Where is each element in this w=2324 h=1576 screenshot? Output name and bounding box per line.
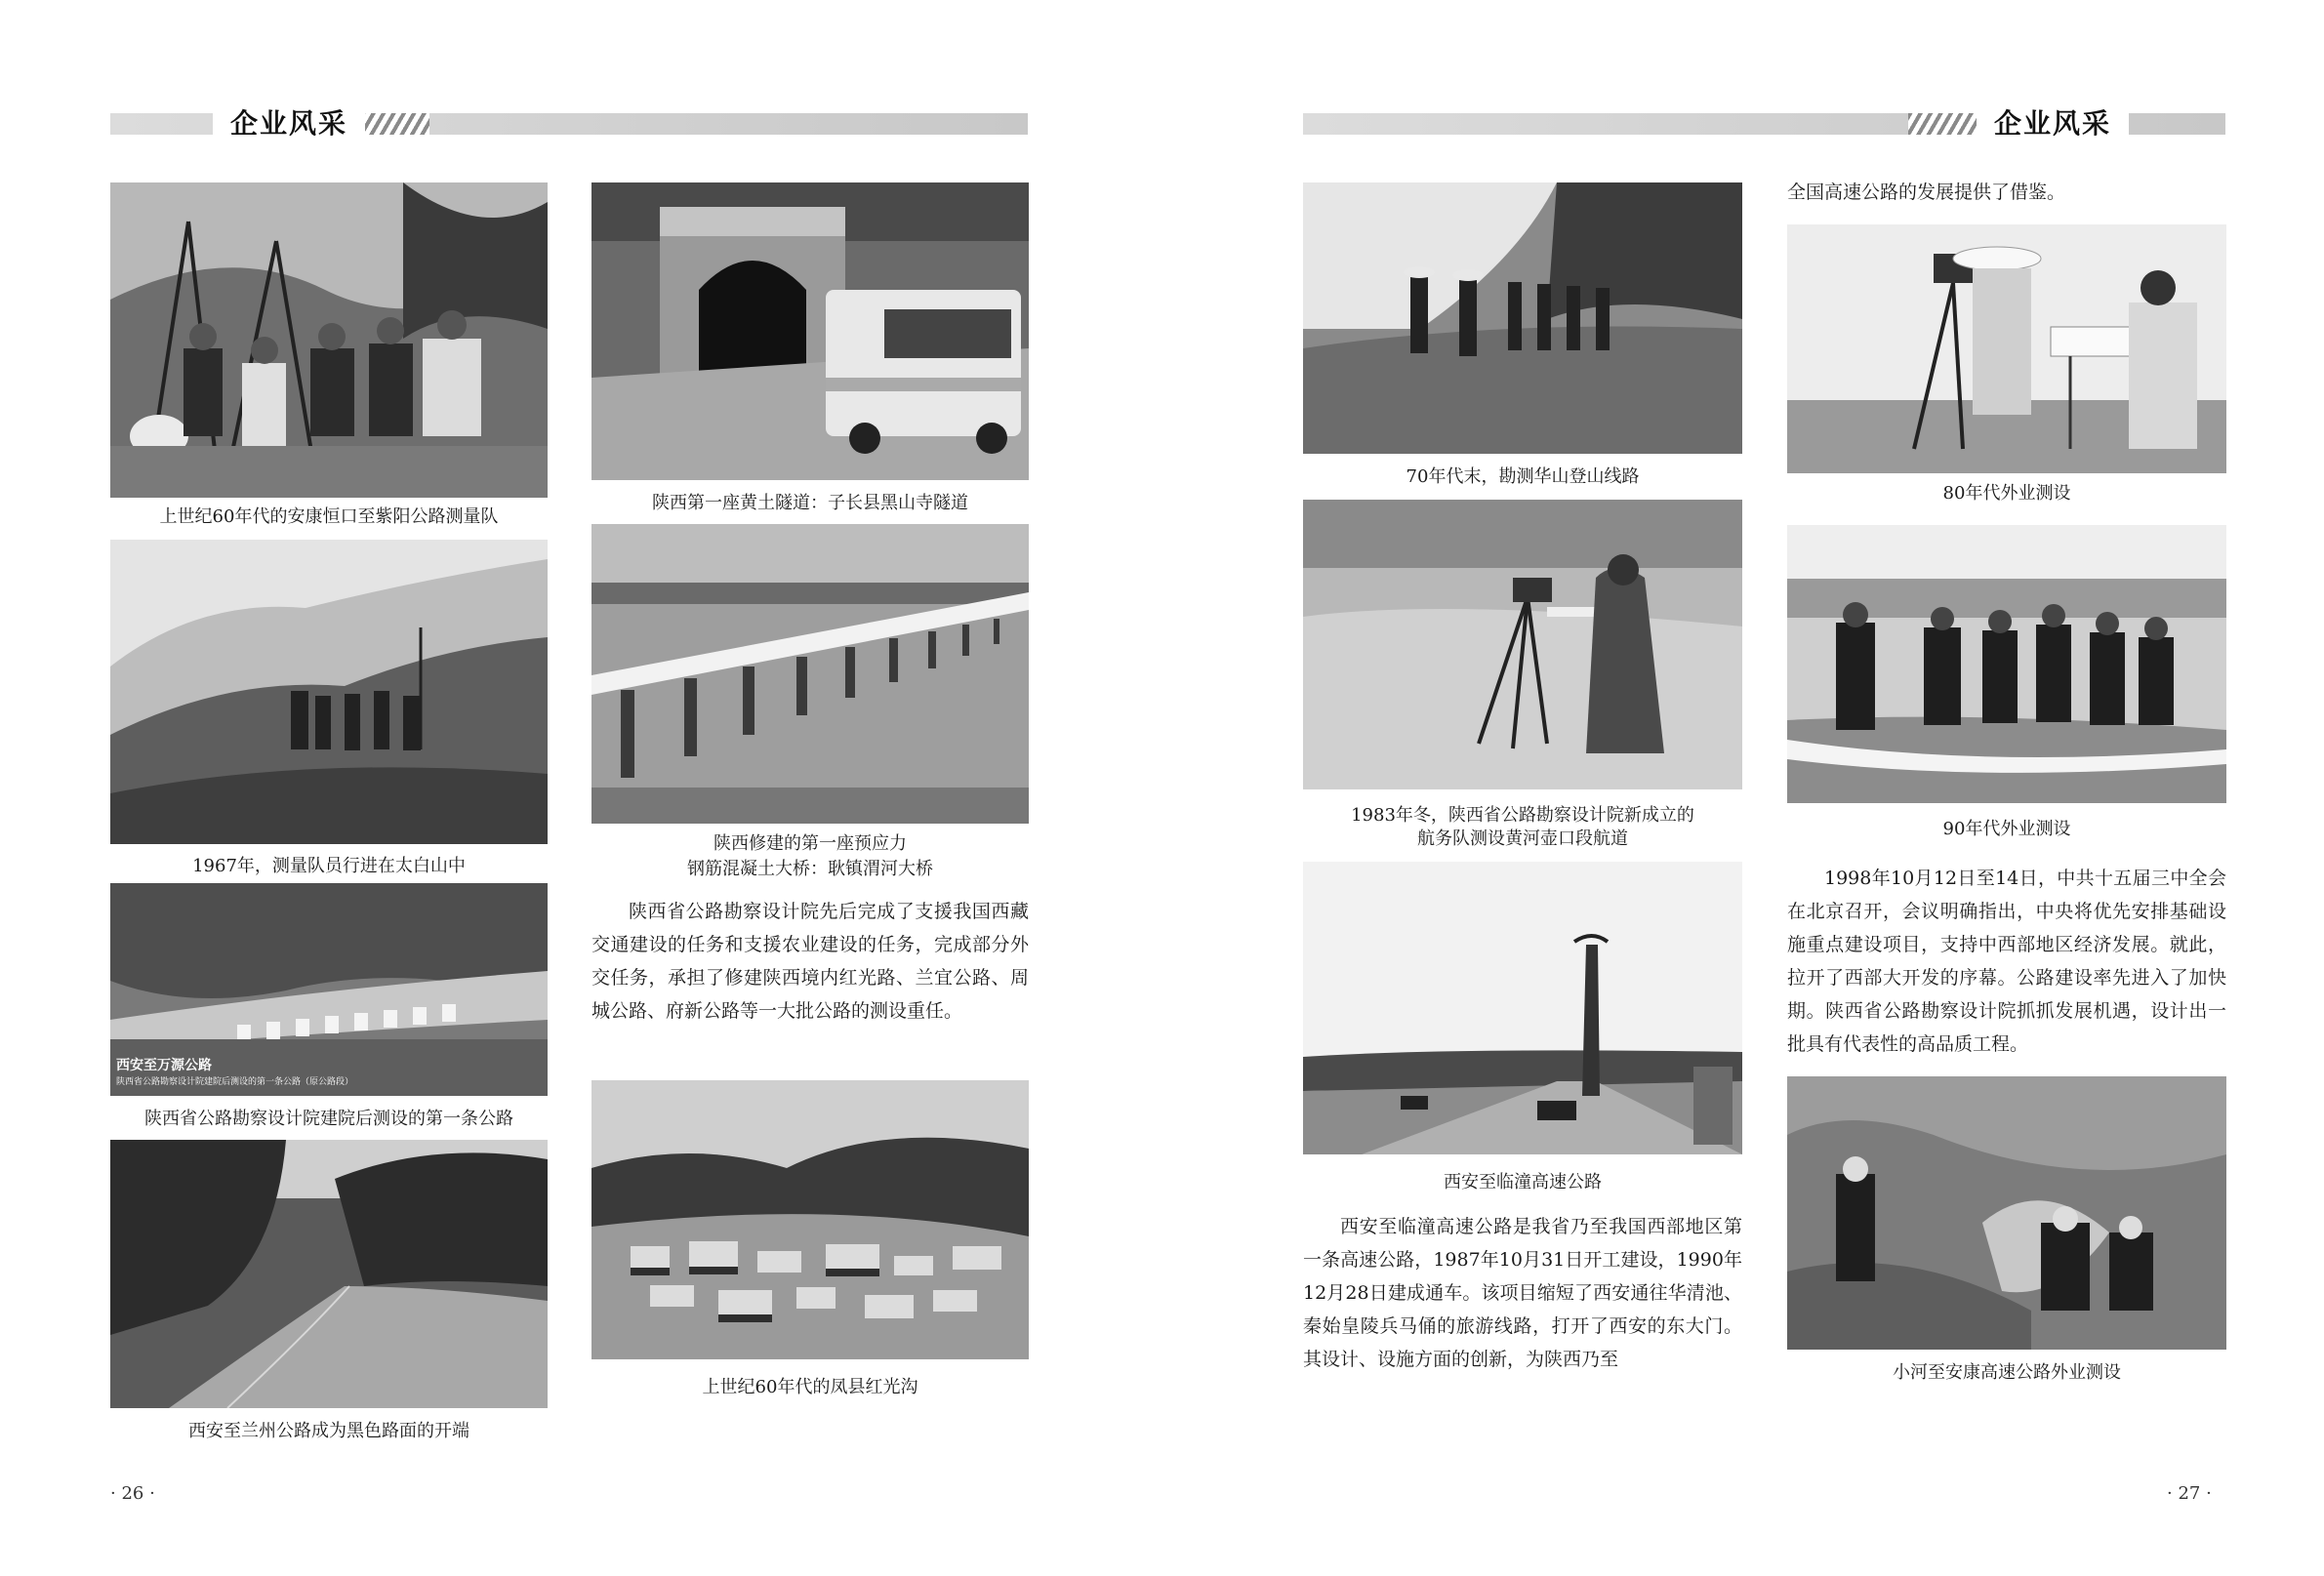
photo-sign-text-line2: 陕西省公路勘察设计院建院后测设的第一条公路（原公路段） xyxy=(116,1077,354,1087)
left-body-paragraph: 陕西省公路勘察设计院先后完成了支援我国西藏交通建设的任务和支援农业建设的任务，完成部分外交任务，承担了修建陕西境内红光路、兰宜公路、周城公路、府新公路等一大批公路的测设重任。 xyxy=(591,901,1029,1022)
caption-1990s-survey: 90年代外业测设 xyxy=(1942,819,2071,839)
photo-loess-tunnel xyxy=(591,182,1029,480)
photo-huashan-survey xyxy=(1303,182,1742,454)
right-body-paragraph-western-development: 1998年10月12日至14日，中共十五届三中全会在北京召开，会议明确指出，中央将优先安排基础设施重点建设项目，支持中西部地区经济发展。就此，拉开了西部大开发的序幕。公路建设率先进入了加快期。陕西省公路勘察设计院抓抓发展机遇，设计出一批具有代表性的高品质工程。 xyxy=(1787,868,2226,1055)
left-page-number: · 26 · xyxy=(110,1483,155,1504)
caption-survey-team-1960s: 上世纪60年代的安康恒口至紫阳公路测量队 xyxy=(159,506,499,527)
photo-weihe-bridge xyxy=(591,524,1029,824)
caption-weihe-bridge-line2: 钢筋混凝土大桥：耿镇渭河大桥 xyxy=(687,859,933,879)
photo-survey-team-1960s xyxy=(110,182,548,498)
caption-xian-lanzhou-road: 西安至兰州公路成为黑色路面的开端 xyxy=(188,1421,469,1441)
caption-loess-tunnel: 陕西第一座黄土隧道：子长县黑山寺隧道 xyxy=(652,493,968,513)
left-header-stripes xyxy=(361,113,429,135)
caption-first-highway: 陕西省公路勘察设计院建院后测设的第一条公路 xyxy=(144,1109,513,1129)
right-top-continuation-text: 全国高速公路的发展提供了借鉴。 xyxy=(1787,182,2066,203)
caption-hukou-waterway-line2: 航务队测设黄河壶口段航道 xyxy=(1417,828,1628,849)
caption-taibai-mountain: 1967年，测量队员行进在太白山中 xyxy=(192,856,466,876)
right-page-number: · 27 · xyxy=(2167,1483,2212,1504)
caption-hongguang-valley: 上世纪60年代的凤县红光沟 xyxy=(702,1377,918,1397)
photo-1980s-survey xyxy=(1787,224,2226,473)
photo-1990s-survey xyxy=(1787,525,2226,803)
right-body-paragraph-lintong: 西安至临潼高速公路是我省乃至我国西部地区第一条高速公路，1987年10月31日开工建设，1990年12月28日建成通车。该项目缩短了西安通往华清池、秦始皇陵兵马俑的旅游线路，打开了西安的东大门。其设计、设施方面的创新，为陕西乃至 xyxy=(1303,1216,1742,1370)
caption-hukou-waterway-line1: 1983年冬，陕西省公路勘察设计院新成立的 xyxy=(1351,805,1694,826)
right-header-stripes xyxy=(1908,113,1977,135)
left-section-title: 企业风采 xyxy=(213,104,365,143)
photo-xian-lintong-expressway xyxy=(1303,862,1742,1154)
photo-first-highway xyxy=(110,883,548,1096)
caption-xian-lintong-expressway: 西安至临潼高速公路 xyxy=(1444,1172,1602,1192)
photo-hukou-waterway xyxy=(1303,500,1742,789)
caption-weihe-bridge-line1: 陕西修建的第一座预应力 xyxy=(714,833,907,854)
caption-1980s-survey: 80年代外业测设 xyxy=(1942,483,2071,504)
right-section-title: 企业风采 xyxy=(1977,104,2129,143)
caption-xiaohe-ankang-survey: 小河至安康高速公路外业测设 xyxy=(1893,1362,2121,1383)
photo-hongguang-valley xyxy=(591,1080,1029,1359)
photo-xian-lanzhou-road xyxy=(110,1140,548,1408)
photo-taibai-mountain xyxy=(110,540,548,844)
caption-huashan-survey: 70年代末，勘测华山登山线路 xyxy=(1406,466,1640,487)
photo-xiaohe-ankang-survey xyxy=(1787,1076,2226,1350)
photo-sign-text-line1: 西安至万源公路 xyxy=(116,1058,212,1073)
